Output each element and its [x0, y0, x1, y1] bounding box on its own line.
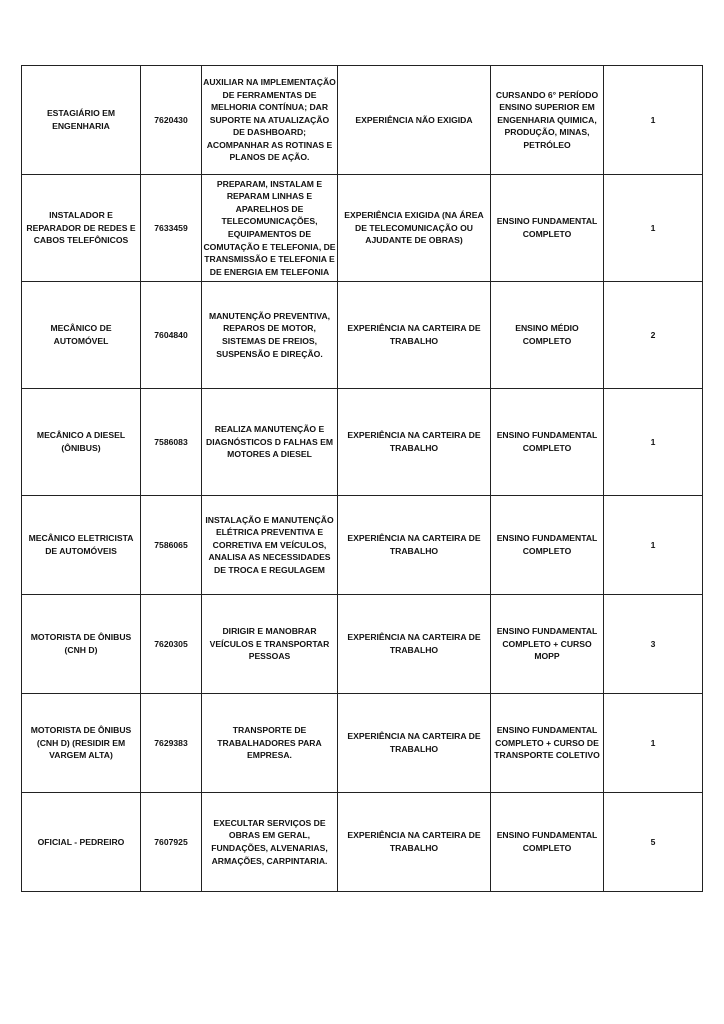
job-experience: EXPERIÊNCIA NA CARTEIRA DE TRABALHO — [338, 793, 491, 892]
job-openings: 1 — [604, 66, 703, 175]
job-listings-table — [21, 65, 703, 892]
table-row — [22, 595, 703, 694]
job-title: MECÂNICO A DIESEL (ÔNIBUS) — [22, 389, 141, 496]
job-duties: MANUTENÇÃO PREVENTIVA, REPAROS DE MOTOR, SISTEMAS DE FREIOS, SUSPENSÃO E DIREÇÃO. — [202, 282, 338, 389]
job-title: INSTALADOR E REPARADOR DE REDES E CABOS TELEFÔNICOS — [22, 175, 141, 282]
job-duties: DIRIGIR E MANOBRAR VEÍCULOS E TRANSPORTAR PESSOAS — [202, 595, 338, 694]
job-code: 7604840 — [141, 282, 202, 389]
job-experience: EXPERIÊNCIA NA CARTEIRA DE TRABALHO — [338, 282, 491, 389]
job-openings: 1 — [604, 175, 703, 282]
job-openings: 1 — [604, 496, 703, 595]
job-openings: 3 — [604, 595, 703, 694]
job-education: CURSANDO 6° PERÍODO ENSINO SUPERIOR EM ENGENHARIA QUIMICA, PRODUÇÃO, MINAS, PETRÓLEO — [491, 66, 604, 175]
job-experience: EXPERIÊNCIA NA CARTEIRA DE TRABALHO — [338, 694, 491, 793]
job-code: 7607925 — [141, 793, 202, 892]
job-education: ENSINO FUNDAMENTAL COMPLETO + CURSO DE TRANSPORTE COLETIVO — [491, 694, 604, 793]
job-education: ENSINO MÉDIO COMPLETO — [491, 282, 604, 389]
job-duties: TRANSPORTE DE TRABALHADORES PARA EMPRESA. — [202, 694, 338, 793]
job-experience: EXPERIÊNCIA NÃO EXIGIDA — [338, 66, 491, 175]
table-row — [22, 282, 703, 389]
job-title: OFICIAL - PEDREIRO — [22, 793, 141, 892]
table-row — [22, 694, 703, 793]
job-duties: AUXILIAR NA IMPLEMENTAÇÃO DE FERRAMENTAS DE MELHORIA CONTÍNUA; DAR SUPORTE NA ATUALIZAÇÃO DE DASHBOARD; ACOMPANHAR AS ROTINAS E PLANOS DE AÇÃO. — [202, 66, 338, 175]
job-experience: EXPERIÊNCIA EXIGIDA (NA ÁREA DE TELECOMUNICAÇÃO OU AJUDANTE DE OBRAS) — [338, 175, 491, 282]
job-code: 7586065 — [141, 496, 202, 595]
job-duties: INSTALAÇÃO E MANUTENÇÃO ELÉTRICA PREVENTIVA E CORRETIVA EM VEÍCULOS, ANALISA AS NECESSIDADES DE TROCA E REGULAGEM — [202, 496, 338, 595]
job-openings: 1 — [604, 389, 703, 496]
table-row — [22, 175, 703, 282]
job-code: 7633459 — [141, 175, 202, 282]
job-education: ENSINO FUNDAMENTAL COMPLETO — [491, 496, 604, 595]
job-duties: EXECULTAR SERVIÇOS DE OBRAS EM GERAL, FUNDAÇÕES, ALVENARIAS, ARMAÇÕES, CARPINTARIA. — [202, 793, 338, 892]
job-title: MECÂNICO ELETRICISTA DE AUTOMÓVEIS — [22, 496, 141, 595]
job-code: 7620305 — [141, 595, 202, 694]
job-experience: EXPERIÊNCIA NA CARTEIRA DE TRABALHO — [338, 389, 491, 496]
table-row — [22, 496, 703, 595]
job-openings: 5 — [604, 793, 703, 892]
job-code: 7629383 — [141, 694, 202, 793]
job-education: ENSINO FUNDAMENTAL COMPLETO — [491, 175, 604, 282]
job-duties: PREPARAM, INSTALAM E REPARAM LINHAS E APARELHOS DE TELECOMUNICAÇÕES, EQUIPAMENTOS DE COMUTAÇÃO E TELEFONIA, DE TRANSMISSÃO E TELEFONIA E DE ENERGIA EM TELEFONIA — [202, 175, 338, 282]
job-education: ENSINO FUNDAMENTAL COMPLETO + CURSO MOPP — [491, 595, 604, 694]
job-title: ESTAGIÁRIO EM ENGENHARIA — [22, 66, 141, 175]
job-title: MOTORISTA DE ÔNIBUS (CNH D) (RESIDIR EM VARGEM ALTA) — [22, 694, 141, 793]
job-education: ENSINO FUNDAMENTAL COMPLETO — [491, 389, 604, 496]
job-title: MECÂNICO DE AUTOMÓVEL — [22, 282, 141, 389]
job-experience: EXPERIÊNCIA NA CARTEIRA DE TRABALHO — [338, 595, 491, 694]
job-education: ENSINO FUNDAMENTAL COMPLETO — [491, 793, 604, 892]
table-row — [22, 389, 703, 496]
job-code: 7586083 — [141, 389, 202, 496]
table-row — [22, 793, 703, 892]
table-row — [22, 66, 703, 175]
job-openings: 2 — [604, 282, 703, 389]
job-experience: EXPERIÊNCIA NA CARTEIRA DE TRABALHO — [338, 496, 491, 595]
job-code: 7620430 — [141, 66, 202, 175]
job-duties: REALIZA MANUTENÇÃO E DIAGNÓSTICOS D FALHAS EM MOTORES A DIESEL — [202, 389, 338, 496]
job-title: MOTORISTA DE ÔNIBUS (CNH D) — [22, 595, 141, 694]
job-listings-sheet — [21, 65, 702, 892]
job-openings: 1 — [604, 694, 703, 793]
